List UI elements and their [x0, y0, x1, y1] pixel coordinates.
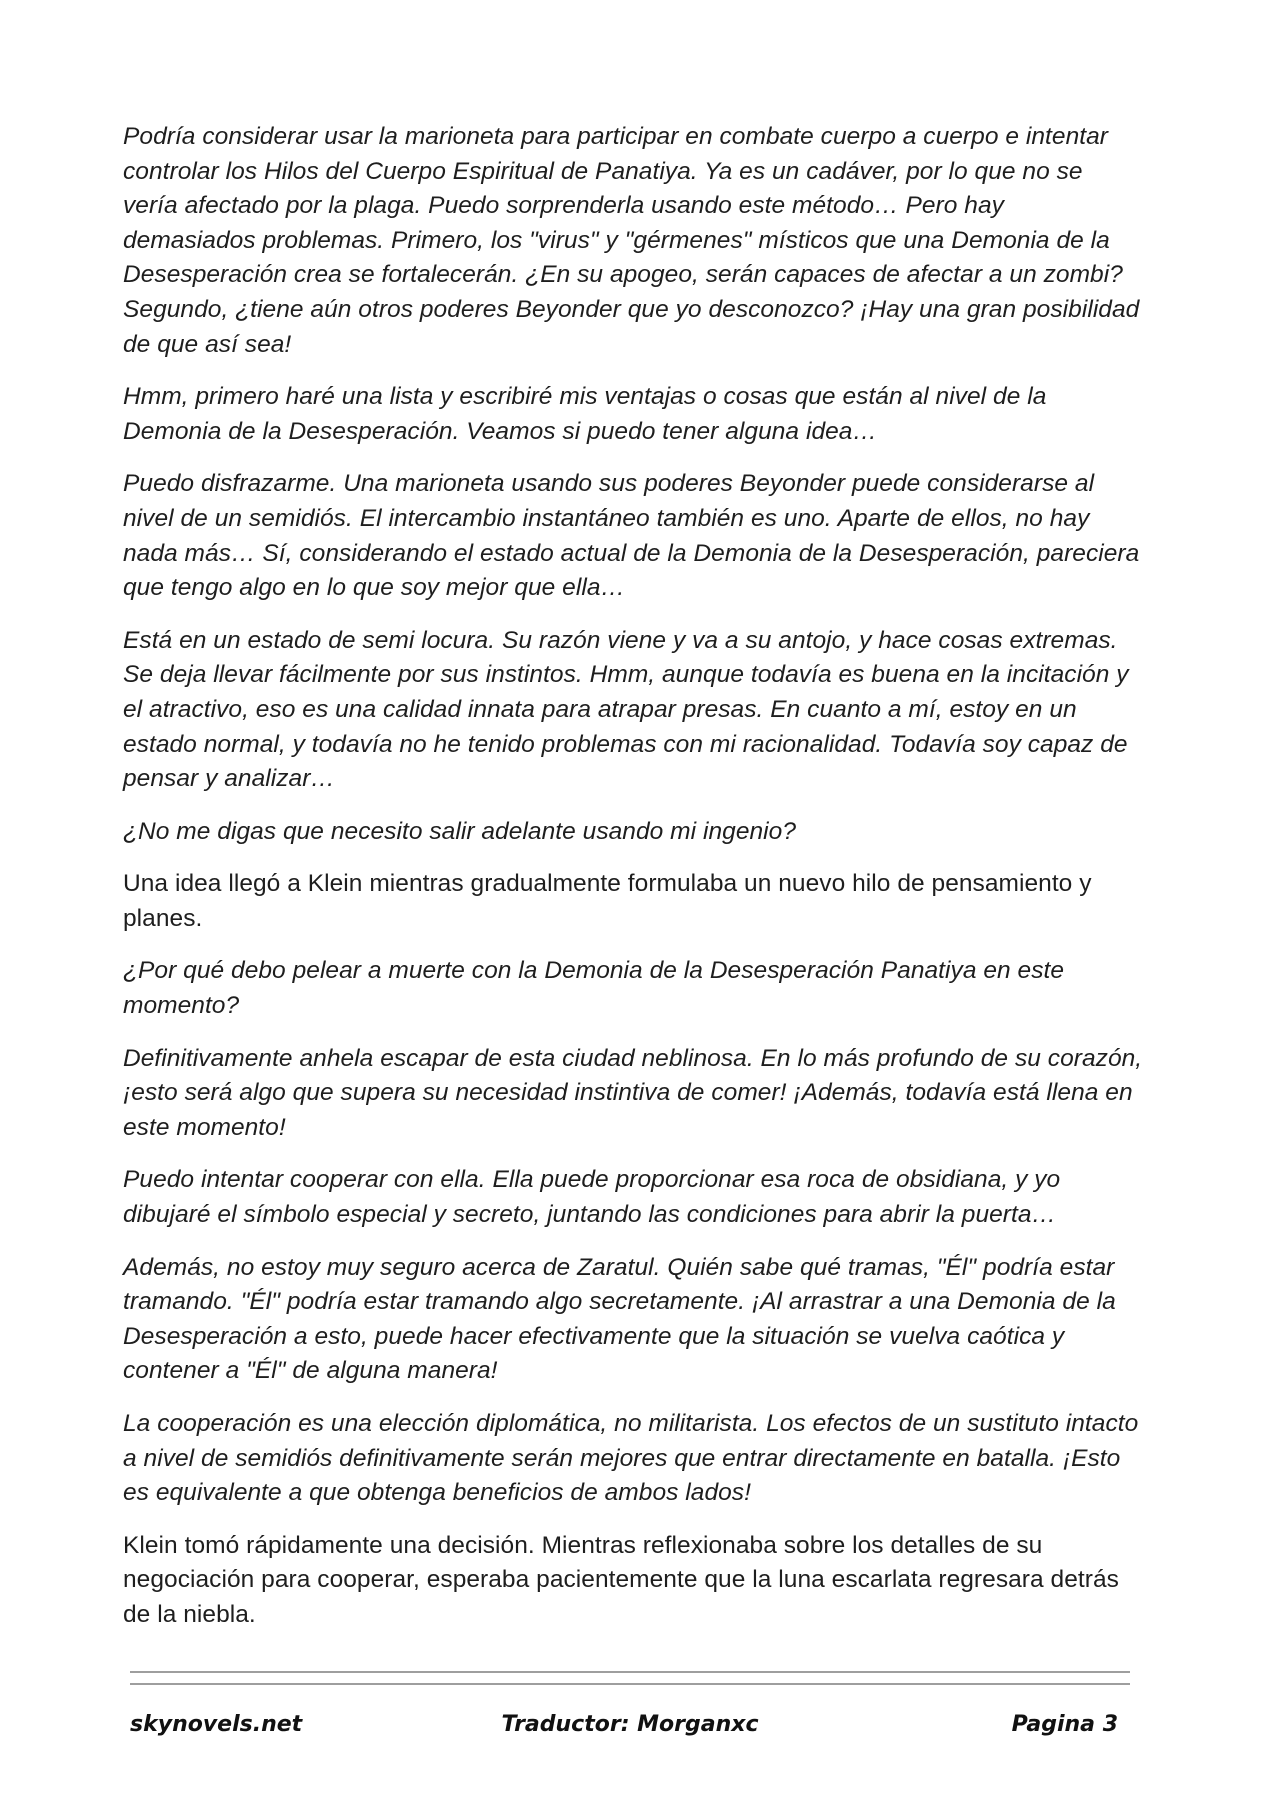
paragraph: Puedo intentar cooperar con ella. Ella puede proporcionar esa roca de obsidiana, y yo dibujaré el símbolo especial y secreto, juntando las condiciones para abrir la puerta… — [123, 1166, 1061, 1229]
paragraph: Una idea llegó a Klein mientras gradualmente formulaba un nuevo hilo de pensamiento y planes. — [123, 870, 1092, 932]
footer-page-number: Pagina 3 — [1011, 1712, 1118, 1737]
paragraph: La cooperación es una elección diplomática, no militarista. Los efectos de un sustituto intacto a nivel de semidiós definitivamente serán mejores que entrar directamente en batalla. ¡Esto es equivalente a que obtenga beneficios de ambos lados! — [123, 1410, 1139, 1507]
footer-divider-bottom — [130, 1683, 1130, 1685]
paragraph: Además, no estoy muy seguro acerca de Zaratul. Quién sabe qué tramas, "Él" podría estar tramando. "Él" podría estar tramando algo secretamente. ¡Al arrastrar a una Demonia de la Desesperación a esto, puede hacer efectivamente que la situación se vuelva caótica y contener a "Él" de alguna manera! — [123, 1253, 1116, 1385]
paragraph: Puedo disfrazarme. Una marioneta usando sus poderes Beyonder puede considerarse al nivel de un semidiós. El intercambio instantáneo también es uno. Aparte de ellos, no hay nada más… Sí, considerando el estado actual de la Demonia de la Desesperación, pareciera que tengo algo en lo que soy mejor que ella… — [123, 470, 1140, 602]
paragraph: Hmm, primero haré una lista y escribiré mis ventajas o cosas que están al nivel de la Demonia de la Desesperación. Veamos si puedo tener alguna idea… — [123, 383, 1047, 445]
body-text — [123, 120, 1143, 1651]
page-footer — [130, 1712, 1130, 1746]
footer-divider-top — [130, 1671, 1130, 1673]
paragraph: ¿No me digas que necesito salir adelante usando mi ingenio? — [123, 817, 797, 845]
paragraph: Definitivamente anhela escapar de esta ciudad neblinosa. En lo más profundo de su corazón, ¡esto será algo que supera su necesidad instintiva de comer! ¡Además, todavía está llena en este momento! — [123, 1044, 1143, 1141]
paragraph: Klein tomó rápidamente una decisión. Mientras reflexionaba sobre los detalles de su negociación para cooperar, esperaba pacientemente que la luna escarlata regresara detrás de la niebla. — [123, 1531, 1119, 1628]
paragraph: Podría considerar usar la marioneta para participar en combate cuerpo a cuerpo e intentar controlar los Hilos del Cuerpo Espiritual de Panatiya. Ya es un cadáver, por lo que no se vería afectado por la plaga. Puedo sorprenderla usando este método… Pero hay demasiados problemas. Primero, los "virus" y "gérmenes" místicos que una Demonia de la Desesperación crea se fortalecerán. ¿En su apogeo, serán capaces de afectar a un zombi? Segundo, ¿tiene aún otros poderes Beyonder que yo desconozco? ¡Hay una gran posibilidad de que así sea! — [123, 123, 1140, 358]
paragraph: Está en un estado de semi locura. Su razón viene y va a su antojo, y hace cosas extremas. Se deja llevar fácilmente por sus instintos. Hmm, aunque todavía es buena en la incitación y el atractivo, eso es una calidad innata para atrapar presas. En cuanto a mí, estoy en un estado normal, y todavía no he tenido problemas con mi racionalidad. Todavía soy capaz de pensar y analizar… — [123, 626, 1129, 793]
paragraph: ¿Por qué debo pelear a muerte con la Demonia de la Desesperación Panatiya en este momento? — [123, 957, 1065, 1020]
footer-translator: Traductor: Morganxc — [501, 1712, 759, 1737]
footer-site: skynovels.net — [130, 1712, 303, 1737]
